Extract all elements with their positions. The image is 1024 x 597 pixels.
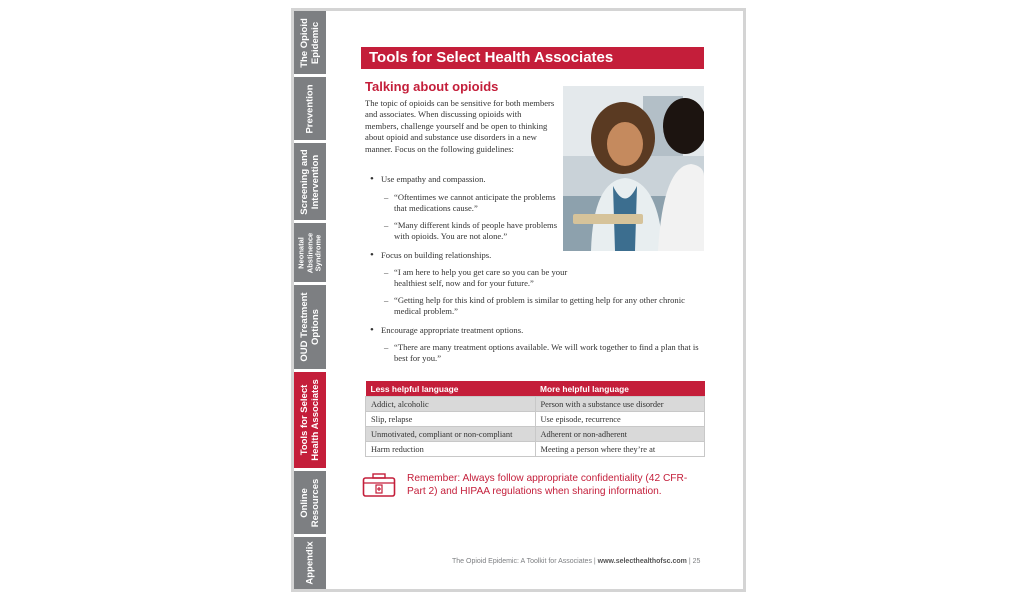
guideline-quote: – “Getting help for this kind of problem is similar to getting help for any other chronic medical problem.” [394,295,694,318]
confidentiality-reminder: Remember: Always follow appropriate confidentiality (42 CFR-Part 2) and HIPAA regulations when sharing information. [407,473,688,497]
tab-online-resources[interactable]: Online Resources [294,471,326,537]
tab-oud-treatment-options[interactable]: OUD Treatment Options [294,285,326,372]
footer-url[interactable]: www.selecthealthofsc.com [597,558,687,565]
footer-doc-title: The Opioid Epidemic: A Toolkit for Associates [452,558,592,565]
conversation-photo [563,86,704,251]
tab-screening-and-intervention[interactable]: Screening and Intervention [294,143,326,223]
table-row: Slip, relapse Use episode, recurrence [366,412,705,427]
guideline-bullet: • Focus on building relationships. [381,250,491,260]
guideline-quote: – “I am here to help you get care so you can be your healthiest self, now and for your future.” [394,267,584,290]
tab-appendix[interactable]: Appendix [294,537,326,589]
guideline-bullet: • Encourage appropriate treatment options. [381,325,523,335]
language-table [365,381,705,457]
tab-neonatal-abstinence-syndrome[interactable]: Neonatal Abstinence Syndrome [294,223,326,285]
guideline-quote: – “Oftentimes we cannot anticipate the problems that medications cause.” [394,192,559,215]
guideline-quote: – “There are many treatment options available. We will work together to find a plan that is best for you.” [394,342,704,365]
tab-prevention[interactable]: Prevention [294,77,326,143]
tab-tools-for-select-health-associates[interactable]: Tools for Select Health Associates [294,372,326,471]
table-row: Harm reduction Meeting a person where they’re at [366,442,705,457]
tab-the-opioid-epidemic[interactable]: The Opioid Epidemic [294,11,326,77]
page-number: 25 [692,558,701,565]
section-tabs [294,11,326,589]
intro-paragraph: The topic of opioids can be sensitive for both members and associates. When discussing opioids with members, challenge yourself and be open to thinking about opioid and substance use disorders in a new manner. Focus on the following guidelines: [365,98,555,154]
table-header: More helpful language [535,381,705,397]
first-aid-kit-icon [362,472,396,498]
guideline-quote: – “Many different kinds of people have problems with opioids. You are not alone.” [394,220,559,243]
section-heading: Talking about opioids [365,79,499,94]
guideline-bullet: • Use empathy and compassion. [381,174,486,184]
page-footer: The Opioid Epidemic: A Toolkit for Associates | www.selecthealthofsc.com | 25 [452,558,701,565]
table-row: Addict, alcoholic Person with a substance use disorder [366,397,705,412]
table-row: Unmotivated, compliant or non-compliant Adherent or non-adherent [366,427,705,442]
page-title: Tools for Select Health Associates [361,47,704,69]
table-header: Less helpful language [366,381,536,397]
